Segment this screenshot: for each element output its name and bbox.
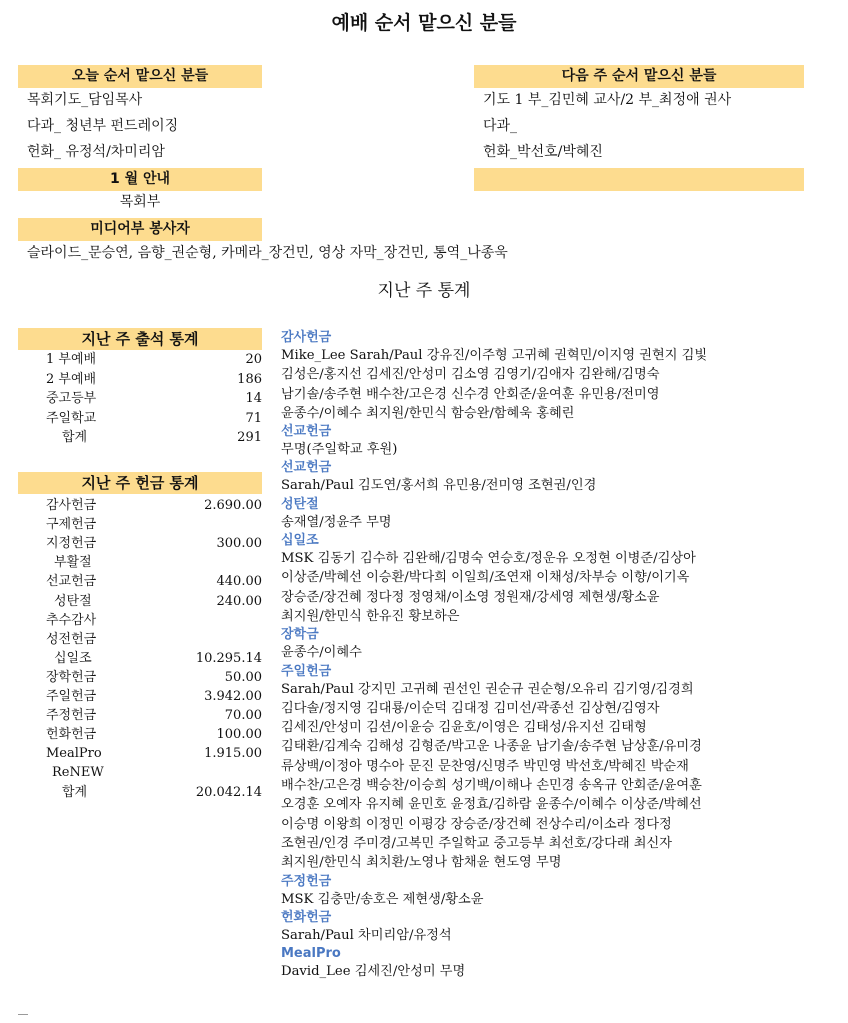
donor-names: Mike_Lee Sarah/Paul 강유진/이주형 고귀혜 권혁민/이지영 권현지 김빛 [281, 348, 708, 363]
next-week-line-refreshment: 다과_ [483, 118, 518, 134]
donor-category: 감사헌금 [281, 330, 332, 345]
donor-category: 선교헌금 [281, 460, 332, 476]
next-week-header: 다음 주 순서 맡으신 분들 [474, 65, 804, 88]
donor-names: 배수찬/고은경 백승찬/이승희 성기백/이해나 손민경 송옥규 안회준/윤여훈 [281, 778, 702, 794]
donor-category: 헌화헌금 [281, 909, 332, 925]
attendance-label: 중고등부 [46, 391, 97, 407]
attendance-label: 2 부예배 [46, 371, 97, 387]
offering-header: 지난 주 헌금 통계 [18, 472, 262, 494]
offering-label: 장학헌금 [46, 669, 97, 685]
donor-names: 류상백/이정아 명수아 문진 문찬영/신명주 박민영 박선호/박혜진 박순재 [281, 758, 689, 774]
attendance-header: 지난 주 출석 통계 [18, 328, 262, 350]
donor-names: MSK 김충만/송호은 제현생/황소윤 [281, 891, 484, 907]
offering-value: 10.295.14 [195, 650, 262, 666]
today-line-flowers: 헌화_ 유정석/차미리암 [27, 144, 165, 160]
offering-value: 2.690.00 [204, 498, 262, 513]
divider [18, 1014, 28, 1015]
donor-category: 성탄절 [281, 496, 319, 512]
donor-names: 최지원/한민식 한유진 황보하은 [281, 608, 460, 624]
offering-label: 주일헌금 [46, 689, 97, 704]
offering-value: 300.00 [216, 536, 262, 552]
offering-value: 20.042.14 [195, 784, 262, 800]
today-line-prayer: 목회기도_담임목사 [27, 92, 143, 108]
donor-names: 무명(주일학교 후원) [281, 442, 398, 458]
today-header: 오늘 순서 맡으신 분들 [18, 65, 262, 88]
offering-value: 1.915.00 [204, 746, 262, 762]
donor-names: 남기솔/송주현 배수찬/고은경 신수경 안회준/윤여훈 유민용/전미영 [281, 386, 660, 402]
donor-category: 주일헌금 [281, 663, 332, 679]
donor-names: 윤종수/이혜수 [281, 645, 362, 661]
offering-value: 50.00 [224, 669, 262, 685]
offering-label: 부활절 [54, 555, 92, 571]
attendance-label: 1 부예배 [46, 352, 97, 367]
donor-names: Sarah/Paul 강지민 고귀혜 권선인 권순규 권순형/오유리 김기영/김경희 [281, 681, 694, 697]
offering-label: 합계 [62, 784, 88, 800]
january-line: 목회부 [119, 194, 161, 210]
next-week-empty-bar [474, 168, 804, 191]
donor-names: 이상준/박혜선 이승환/박다희 이일희/조연재 이채성/차부승 이향/이기옥 [281, 570, 690, 586]
offering-label: 십일조 [54, 650, 92, 666]
donor-names: 김세진/안성미 김션/이윤승 김윤호/이영은 김태성/유지선 김태형 [281, 720, 647, 736]
offering-label: ReNEW [52, 765, 104, 781]
media-header: 미디어부 봉사자 [18, 218, 262, 241]
donor-names: Sarah/Paul 차미리암/유정석 [281, 927, 452, 943]
offering-label: MealPro [46, 746, 102, 762]
offering-label: 선교헌금 [46, 574, 97, 590]
media-volunteers: 슬라이드_문승연, 음향_권순형, 카메라_장건민, 영상 자막_장건민, 통역_나종욱 [27, 245, 508, 261]
attendance-value: 186 [237, 371, 262, 387]
donor-names: 윤종수/이혜수 최지원/한민식 함승완/함혜욱 홍혜린 [281, 405, 575, 421]
donor-list [281, 329, 841, 981]
offering-label: 주정헌금 [46, 708, 97, 724]
today-line-refreshment: 다과_ 청년부 펀드레이징 [27, 118, 179, 134]
attendance-label: 주일학교 [46, 410, 97, 426]
offering-label: 추수감사 [46, 612, 97, 628]
attendance-value: 20 [245, 352, 262, 367]
attendance-value: 291 [237, 430, 262, 446]
donor-names: 최지원/한민식 최치환/노영나 함채윤 현도영 무명 [281, 855, 562, 871]
donor-names: 장승준/장건혜 정다정 정영채/이소영 정원재/강세영 제현생/황소윤 [281, 589, 660, 605]
donor-names: 김태환/김계숙 김해성 김형준/박고운 나종윤 남기솔/송주현 남상훈/유미경 [281, 739, 702, 755]
donor-category: 선교헌금 [281, 424, 332, 440]
january-header: 1 월 안내 [18, 168, 262, 191]
donor-category: 십일조 [281, 533, 319, 549]
offering-value: 3.942.00 [204, 689, 262, 704]
donor-category: 장학금 [281, 627, 319, 643]
next-week-line-prayer: 기도 1 부_김민혜 교사/2 부_최정애 권사 [483, 92, 732, 108]
donor-names: 조현권/인경 주미경/고복민 주일학교 중고등부 최선호/강다래 최신자 [281, 835, 672, 851]
donor-names: MSK 김동기 김수하 김완해/김명숙 연승호/정운유 오정현 이병준/김상아 [281, 551, 696, 567]
offering-label: 감사헌금 [46, 498, 97, 513]
donor-names: David_Lee 김세진/안성미 무명 [281, 964, 466, 980]
attendance-value: 71 [245, 410, 262, 426]
attendance-label: 합계 [62, 430, 88, 446]
stats-title: 지난 주 통계 [377, 281, 471, 301]
offering-value: 100.00 [216, 727, 262, 743]
offering-label: 지정헌금 [46, 536, 97, 552]
donor-category: MealPro [281, 946, 341, 962]
offering-label: 성전헌금 [46, 631, 97, 647]
donor-names: Sarah/Paul 김도연/홍서희 유민용/전미영 조현권/인경 [281, 478, 597, 494]
offering-value: 240.00 [216, 593, 262, 609]
offering-value: 440.00 [216, 574, 262, 590]
donor-names: 오경훈 오예자 유지혜 윤민호 윤정효/김하람 윤종수/이혜수 이상준/박혜선 [281, 797, 702, 813]
page-title: 예배 순서 맡으신 분들 [331, 12, 517, 34]
donor-names: 이승명 이왕희 이정민 이평강 장승준/장건혜 전상수리/이소라 정다정 [281, 816, 672, 832]
attendance-value: 14 [245, 391, 262, 407]
offering-value: 70.00 [224, 708, 262, 724]
donor-category: 주정헌금 [281, 873, 332, 889]
offering-label: 헌화헌금 [46, 727, 97, 743]
donor-names: 김성은/홍지선 김세진/안성미 김소영 김영기/김애자 김완해/김명숙 [281, 367, 660, 383]
offering-label: 구제헌금 [46, 517, 97, 533]
donor-names: 송재열/정윤주 무명 [281, 514, 392, 530]
offering-label: 성탄절 [54, 593, 92, 609]
next-week-line-flowers: 헌화_박선호/박혜진 [483, 144, 603, 160]
donor-names: 김다솔/정지영 김대룡/이순덕 김대정 김미선/곽종선 김상현/김영자 [281, 700, 660, 716]
